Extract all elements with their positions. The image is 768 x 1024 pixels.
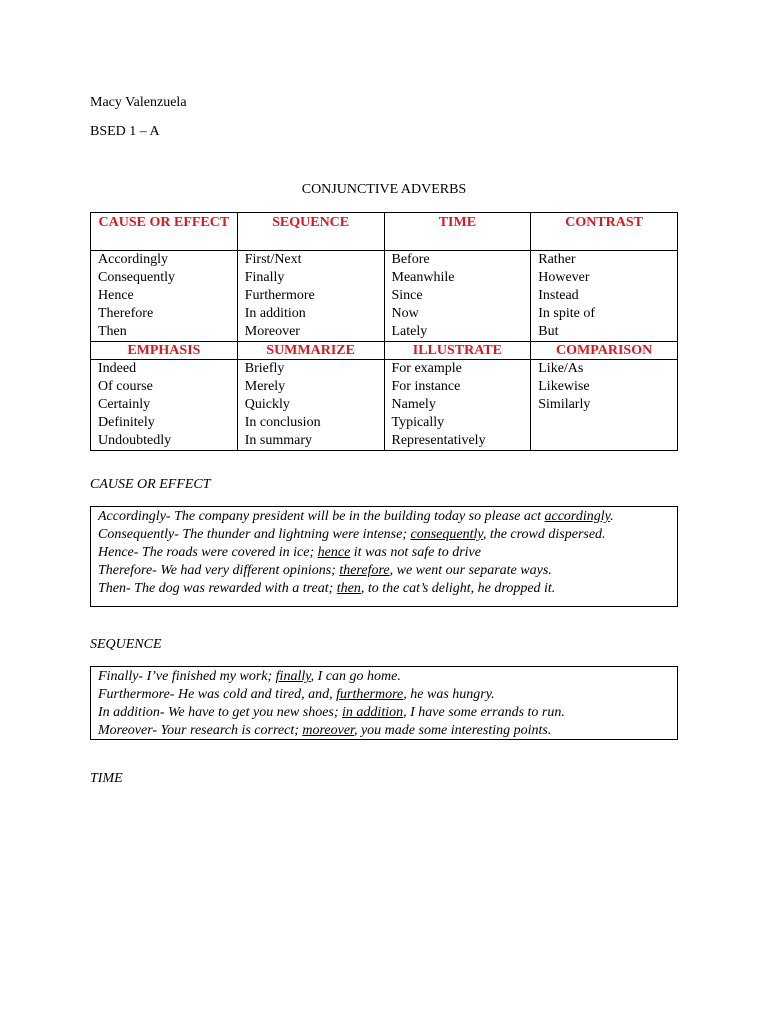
table-row <box>91 251 678 342</box>
adverb-item: In conclusion <box>244 415 321 430</box>
example-text: , you made some interesting points. <box>353 723 552 738</box>
adverb-item: Typically <box>391 415 445 430</box>
example-sentence <box>98 526 677 544</box>
student-name: Macy Valenzuela <box>90 95 187 110</box>
example-text: In addition- We have to get you new shoes; <box>98 705 343 720</box>
adverb-item: Merely <box>244 379 286 394</box>
adverb-item: Hence <box>98 288 134 303</box>
column-heading: CONTRAST <box>531 213 678 251</box>
example-text: , I can go home. <box>310 669 401 684</box>
example-text: , the crowd dispersed. <box>482 527 606 542</box>
example-keyword: therefore <box>339 563 390 578</box>
column-heading: EMPHASIS <box>91 342 238 360</box>
adverb-item: However <box>538 270 590 285</box>
example-keyword: moreover <box>302 723 354 738</box>
example-text: Therefore- We had very different opinions; <box>98 563 340 578</box>
table-cell <box>531 251 678 342</box>
example-sentence <box>98 544 677 562</box>
adverb-item: Undoubtedly <box>98 433 172 448</box>
example-text: . <box>610 509 614 524</box>
example-keyword: furthermore <box>336 687 404 702</box>
adverb-item: In summary <box>244 433 313 448</box>
adverb-item: Since <box>391 288 423 303</box>
table-cell <box>384 251 531 342</box>
example-keyword: consequently <box>410 527 483 542</box>
adverb-item: Therefore <box>98 306 154 321</box>
example-sentence <box>98 686 677 704</box>
example-sentence <box>98 722 677 740</box>
adverb-item: Indeed <box>98 361 137 376</box>
student-section: BSED 1 – A <box>90 124 160 139</box>
adverb-item: But <box>538 324 559 339</box>
column-heading: COMPARISON <box>531 342 678 360</box>
example-text: Accordingly- The company president will be in the building today so please act <box>98 509 545 524</box>
table-cell <box>91 360 238 451</box>
adverb-item: In spite of <box>538 306 596 321</box>
table-cell <box>237 360 384 451</box>
adverb-item: Like/As <box>538 361 584 376</box>
example-text: Then- The dog was rewarded with a treat; <box>98 581 337 596</box>
adverb-item: Lately <box>391 324 428 339</box>
example-text: , to the cat’s delight, he dropped it. <box>360 581 556 596</box>
adverb-item: In addition <box>244 306 306 321</box>
adverb-item: Accordingly <box>98 252 168 267</box>
adverb-item: For instance <box>391 379 461 394</box>
example-keyword: hence <box>317 545 351 560</box>
example-text: , we went our separate ways. <box>389 563 552 578</box>
example-keyword: accordingly <box>544 509 611 524</box>
table-cell <box>531 360 678 451</box>
adverb-item: Before <box>391 252 430 267</box>
example-text: Moreover- Your research is correct; <box>98 723 303 738</box>
column-heading: ILLUSTRATE <box>384 342 531 360</box>
table-cell <box>91 251 238 342</box>
example-text: Finally- I’ve finished my work; <box>98 669 276 684</box>
section-label-time: TIME <box>90 771 123 786</box>
section-label-sequence: SEQUENCE <box>90 637 162 652</box>
adverb-item: Likewise <box>538 379 590 394</box>
adverb-item: Rather <box>538 252 576 267</box>
adverb-item: Instead <box>538 288 579 303</box>
adverb-item: Moreover <box>244 324 300 339</box>
column-heading: CAUSE OR EFFECT <box>91 213 238 251</box>
adverb-item: Representatively <box>391 433 486 448</box>
table-cell <box>237 251 384 342</box>
example-text: it was not safe to drive <box>350 545 481 560</box>
example-sentence <box>98 704 677 722</box>
cause-or-effect-examples-box <box>90 506 678 607</box>
adverb-item: Similarly <box>538 397 591 412</box>
example-text: Consequently- The thunder and lightning were intense; <box>98 527 411 542</box>
example-keyword: then <box>336 581 361 596</box>
example-sentence <box>98 562 677 580</box>
conjunctive-adverbs-table <box>90 212 678 451</box>
adverb-item: Consequently <box>98 270 175 285</box>
adverb-item: Finally <box>244 270 285 285</box>
table-row <box>91 360 678 451</box>
sequence-examples-box <box>90 666 678 740</box>
adverb-item: Briefly <box>244 361 285 376</box>
adverb-item: First/Next <box>244 252 302 267</box>
example-sentence <box>98 580 677 598</box>
column-heading: TIME <box>384 213 531 251</box>
adverb-item: Then <box>98 324 127 339</box>
adverb-item: Meanwhile <box>391 270 455 285</box>
section-label-cause-or-effect: CAUSE OR EFFECT <box>90 477 211 492</box>
adverb-item: Quickly <box>244 397 290 412</box>
adverb-item: Definitely <box>98 415 155 430</box>
table-cell <box>384 360 531 451</box>
adverb-item: Now <box>391 306 419 321</box>
adverb-item: Certainly <box>98 397 151 412</box>
column-heading: SEQUENCE <box>237 213 384 251</box>
example-keyword: finally <box>275 669 311 684</box>
adverb-item: Of course <box>98 379 153 394</box>
example-text: , I have some errands to run. <box>403 705 565 720</box>
example-text: Hence- The roads were covered in ice; <box>98 545 318 560</box>
example-sentence <box>98 668 677 686</box>
adverb-item: Namely <box>391 397 436 412</box>
table-header-row <box>91 342 678 360</box>
example-text: Furthermore- He was cold and tired, and, <box>98 687 337 702</box>
column-heading: SUMMARIZE <box>237 342 384 360</box>
adverb-item: Furthermore <box>244 288 315 303</box>
table-header-row <box>91 213 678 251</box>
document-title: CONJUNCTIVE ADVERBS <box>301 182 467 197</box>
adverb-item: For example <box>391 361 462 376</box>
example-text: , he was hungry. <box>403 687 495 702</box>
example-keyword: in addition <box>342 705 404 720</box>
example-sentence <box>98 508 677 526</box>
